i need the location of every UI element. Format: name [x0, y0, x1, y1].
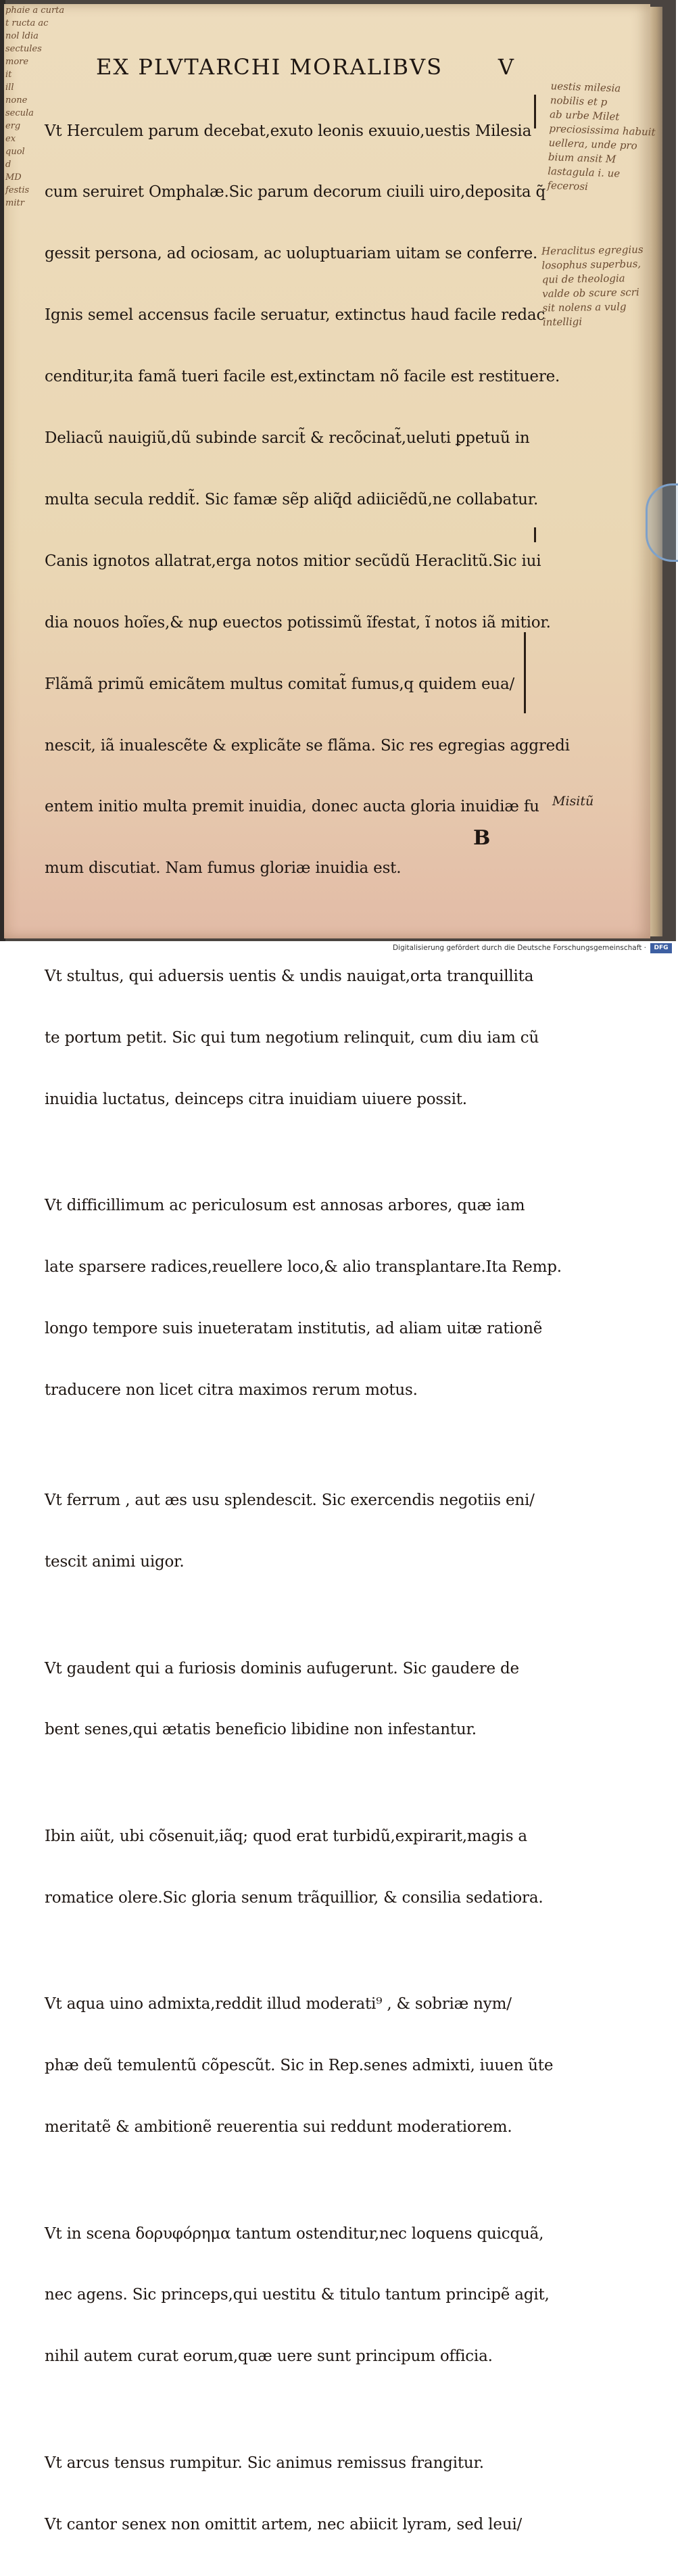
- text-line: late sparsere radices,reuellere loco,& alio transplantare.Ita Remp.: [45, 1258, 562, 1276]
- text-line: inuidia luctatus, deinceps citra inuidiam uiuere possit.: [45, 1090, 467, 1108]
- text-line: Vt Herculem parum decebat,exuto leonis exuuio,uestis Milesia: [45, 122, 532, 140]
- text-line: Vt difficillimum ac periculosum est annosas arbores, quæ iam: [45, 1197, 525, 1215]
- header-signature: V: [498, 54, 515, 80]
- paragraph-gap: [45, 2408, 531, 2412]
- text-line: nihil autem curat eorum,quæ uere sunt principum officia.: [45, 2347, 493, 2366]
- text-line: Vt arcus tensus rumpitur. Sic animus remissus frangitur.: [45, 2454, 484, 2472]
- right-marginalia-middle: Heraclitus egregius losophus superbus, qui de theologia valde ob scure scri sit nolens a vulg intelligi: [541, 243, 644, 329]
- paragraph-gap: [45, 2178, 531, 2183]
- text-line: multa secula reddit̃. Sic famæ sẽp aliq̃d adiiciẽdũ,ne collabatur.: [45, 490, 539, 508]
- dfg-logo-icon: DFG: [650, 943, 672, 953]
- text-line: tescit animi uigor.: [45, 1553, 185, 1571]
- text-line: Vt stultus, qui aduersis uentis & undis nauigat,orta tranquillita: [45, 967, 534, 985]
- header-title: EX PLVTARCHI MORALIBVS: [96, 54, 443, 80]
- text-line: nescit, iã inualescẽte & explicãte se flãma. Sic res egregias aggredi: [45, 736, 570, 755]
- text-line: dia nouos hoĩes,& nuꝑ euectos potissimũ ĩfestat, ĩ notos iã mitior.: [45, 613, 551, 631]
- paragraph-gap: [45, 1613, 531, 1617]
- text-line: Vt aqua uino admixta,reddit illud moderati⁹ , & sobriæ nym/: [45, 1995, 512, 2013]
- running-header: [96, 54, 515, 81]
- text-line: Vt ferrum , aut æs usu splendescit. Sic exercendis negotiis eni/: [45, 1492, 535, 1510]
- text-line: traducere non licet citra maximos rerum motus.: [45, 1381, 418, 1399]
- bottom-marginalia: Misitũ: [552, 794, 594, 809]
- text-line: mum discutiat. Nam fumus gloriæ inuidia est.: [45, 859, 402, 878]
- text-line: Vt cantor senex non omittit artem, nec abiicit lyram, sed leui/: [45, 2515, 523, 2533]
- text-line: cum seruiret Omphalæ.Sic parum decorum ciuili uiro,deposita q̃: [45, 183, 546, 201]
- text-line: cenditur,ita famã tueri facile est,extinctam nõ facile est restituere.: [45, 368, 560, 386]
- paragraph-gap: [45, 920, 531, 925]
- footer-bar: [0, 941, 676, 957]
- text-line: te portum petit. Sic qui tum negotium relinquit, cum diu iam cũ: [45, 1028, 539, 1047]
- body-text: [45, 80, 570, 2576]
- page-clip: [646, 483, 678, 562]
- text-line: Vt in scena δορυφόρημα tantum ostenditur,nec loquens quicquã,: [45, 2224, 544, 2243]
- footer-credit: Digitalisierung gefördert durch die Deutsche Forschungsgemeinschaft ·: [392, 944, 646, 952]
- text-line: nec agens. Sic princeps,qui uestitu & titulo tantum principẽ agit,: [45, 2286, 550, 2304]
- paragraph-gap: [45, 1441, 531, 1450]
- text-line: Canis ignotos allatrat,erga notos mitior secũdũ Heraclitũ.Sic iui: [45, 552, 541, 570]
- text-line: Ignis semel accensus facile seruatur, extinctus haud facile redac: [45, 306, 546, 325]
- text-line: meritatẽ & ambitionẽ reuerentia sui reddunt moderatiorem.: [45, 2118, 512, 2137]
- text-line: Deliacũ nauigiũ,dũ subinde sarcit̃ & recõcinat̃,ueluti ꝑpetuũ in: [45, 429, 530, 448]
- text-line: Vt gaudent qui a furiosis dominis aufugerunt. Sic gaudere de: [45, 1659, 519, 1677]
- text-line: phæ deũ temulentũ cõpescũt. Sic in Rep.senes admixti, iuuen ũte: [45, 2057, 554, 2075]
- text-line: Flãmã primũ emicãtem multus comitat̃ fumus,q quidem eua/: [45, 675, 515, 693]
- paragraph-gap: [45, 1949, 531, 1953]
- right-marginalia-top: uestis milesia nobilis et p ab urbe Milet preciosissima habuit uellera, unde pro bium ansit M lastagula i. ue fecerosi: [547, 80, 656, 193]
- left-marginalia: phaie a curta t ructa ac nol ldia sectules more it ill none secula erg ex quol d MD festis mitr: [5, 5, 65, 208]
- text-line: entem initio multa premit inuidia, donec aucta gloria inuidiæ fu: [45, 798, 539, 816]
- paragraph-gap: [45, 1781, 531, 1785]
- margin-bracket: [534, 527, 536, 542]
- text-line: bent senes,qui ætatis beneficio libidine non infestantur.: [45, 1721, 477, 1739]
- margin-bracket: [534, 95, 536, 128]
- text-line: gessit persona, ad ociosam, ac uoluptuariam uitam se conferre.: [45, 245, 538, 263]
- paragraph-gap: [45, 1150, 531, 1154]
- text-line: romatice olere.Sic gloria senum trãquillior, & consilia sedatiora.: [45, 1888, 543, 1907]
- signature-mark: B: [473, 826, 491, 850]
- text-line: Ibin aiũt, ubi cõsenuit,iãq; quod erat turbidũ,expirarit,magis a: [45, 1827, 527, 1845]
- text-line: longo tempore suis inueteratam institutis, ad aliam uitæ rationẽ: [45, 1319, 543, 1337]
